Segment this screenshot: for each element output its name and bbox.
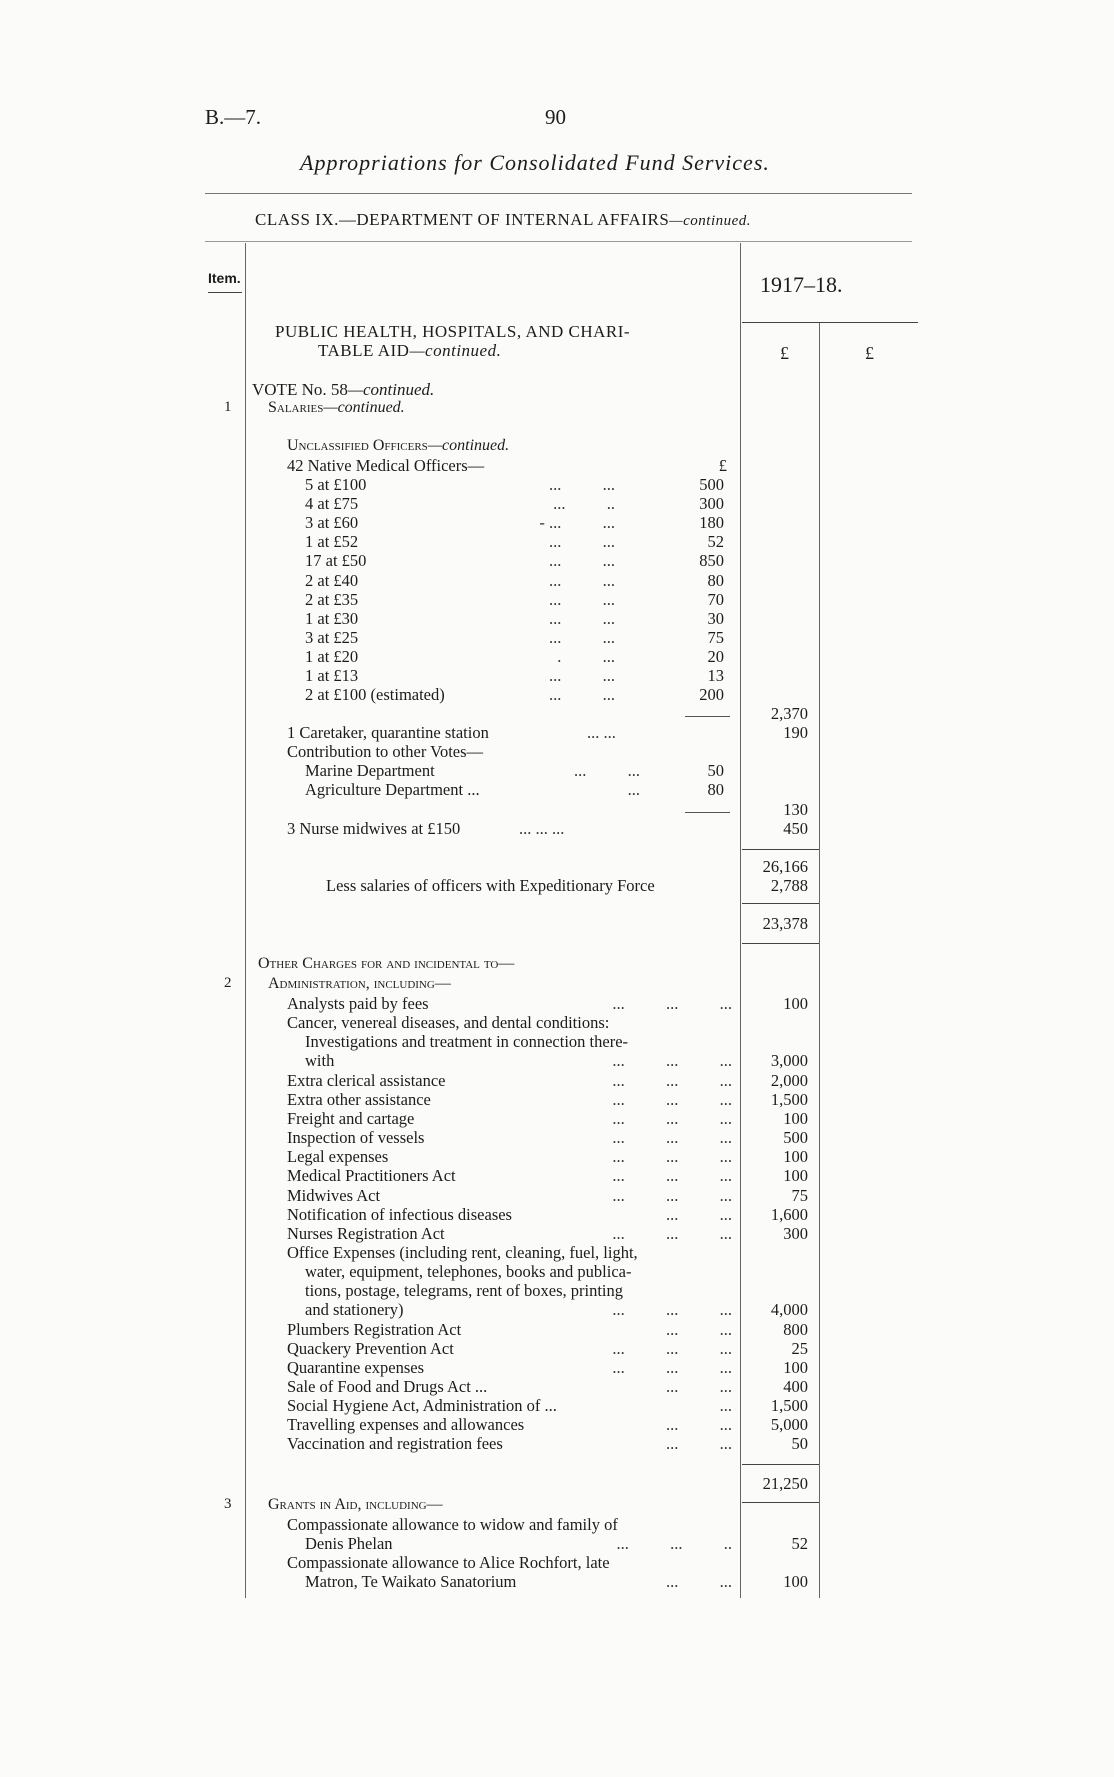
other-charge-row-amount: 50 (791, 1434, 808, 1454)
native-officer-row-amount: 52 (707, 532, 724, 552)
other-charge-row-label: Extra clerical assistance (287, 1070, 446, 1090)
page-title: Appropriations for Consolidated Fund Services. (300, 150, 770, 175)
native-officer-row-amount: 850 (699, 551, 724, 571)
other-charge-row-label: Legal expenses (287, 1147, 389, 1167)
other-charge-row-label: Analysts paid by fees (287, 994, 429, 1013)
item2-total-rule-bottom (742, 1502, 819, 1503)
native-officer-row-label: 5 at £100 (305, 475, 367, 494)
native-officer-row-label: 1 at £30 (305, 608, 359, 628)
other-charge-row (287, 1396, 732, 1415)
other-charge-row-amount: 100 (783, 1357, 808, 1377)
native-officer-row (305, 628, 615, 647)
other-charge-row-dots: ... ... (666, 1434, 732, 1454)
year-rule (742, 322, 918, 323)
other-charge-row (287, 1224, 732, 1243)
other-charge-row-label: Inspection of vessels (287, 1128, 425, 1148)
native-subtotal-rule (685, 716, 730, 717)
grant-row-label: Compassionate allowance to Alice Rochfort, late (287, 1553, 610, 1573)
other-charge-row-label: Plumbers Registration Act (287, 1319, 462, 1339)
other-charge-row-dots: ... ... ... (612, 1128, 732, 1148)
other-charge-row-label: Extra other assistance (287, 1089, 431, 1109)
native-officer-row (305, 647, 615, 666)
caretaker-dots: ... ... (587, 723, 616, 742)
less-salaries-label: Less salaries of officers with Expeditionary Force (326, 876, 655, 895)
administration-heading: Administration, including— (268, 975, 451, 992)
native-officer-row (305, 532, 615, 551)
native-officer-row (305, 494, 615, 513)
other-charge-row (287, 1147, 732, 1166)
unclassified-heading (287, 437, 509, 455)
midwives-label: 3 Nurse midwives at £150 (287, 819, 461, 838)
native-officer-row-label: 1 at £52 (305, 532, 359, 552)
native-officer-row-label: 17 at £50 (305, 551, 367, 571)
other-charge-row (287, 1320, 732, 1339)
other-charge-row (287, 1128, 732, 1147)
class-heading (255, 210, 751, 230)
other-charge-row-amount: 500 (783, 1128, 808, 1148)
native-officers-heading (287, 456, 737, 475)
contribution-label: Contribution to other Votes— (287, 742, 484, 761)
contribution-subtotal-rule (685, 812, 730, 813)
native-officer-row-amount: 20 (707, 646, 724, 666)
other-charge-row-label: Notification of infectious diseases (287, 1204, 512, 1224)
gross-total-rule (742, 849, 819, 850)
grant-row (305, 1534, 732, 1553)
native-officer-row-dots: ... ... (549, 627, 615, 647)
other-charge-row-amount: 2,000 (770, 1070, 808, 1090)
other-charge-row-label: Quackery Prevention Act (287, 1338, 454, 1358)
other-charge-row (287, 1013, 732, 1032)
other-charge-row-amount: 800 (783, 1319, 808, 1339)
table-top-rule (205, 241, 912, 242)
native-officers-pound: £ (718, 456, 727, 475)
col1-left-divider (740, 243, 741, 1598)
net-total-rule-bottom (742, 943, 819, 944)
section-title-cont: —continued. (409, 341, 502, 360)
other-charge-row-dots: ... ... ... (612, 1051, 732, 1071)
native-officer-row-amount: 500 (699, 475, 724, 494)
caretaker-row (287, 723, 730, 742)
other-charge-row-dots: ... ... ... (612, 1338, 732, 1358)
other-charge-row-amount: 100 (783, 994, 808, 1013)
title-rule (205, 193, 912, 194)
native-officer-row-label: 2 at £40 (305, 570, 359, 590)
vote-cont: —continued. (347, 380, 435, 399)
grants-heading: Grants in Aid, including— (268, 1496, 443, 1513)
other-charge-row-amount: 25 (791, 1338, 808, 1358)
other-charge-row-amount: 1,500 (770, 1396, 808, 1416)
other-charge-row (305, 1032, 732, 1051)
native-officer-row-dots: ... ... (549, 685, 615, 705)
contribution-row-amount: 50 (707, 761, 724, 780)
other-charge-row-dots: ... ... ... (612, 1185, 732, 1205)
other-charge-row-amount: 1,600 (770, 1204, 808, 1224)
grant-row (287, 1515, 732, 1534)
midwives-amount: 450 (783, 819, 808, 838)
other-charge-row-dots: ... ... ... (612, 1089, 732, 1109)
less-salaries-amount: 2,788 (770, 876, 808, 895)
other-charge-row-label: Midwives Act (287, 1185, 381, 1205)
other-charge-row-amount: 100 (783, 1147, 808, 1167)
other-charge-row-amount: 1,500 (770, 1089, 808, 1109)
item-column-header: Item. (208, 270, 241, 286)
native-officer-row-dots: ... ... (549, 532, 615, 552)
caretaker-label: 1 Caretaker, quarantine station (287, 723, 489, 742)
midwives-dots: ... ... ... (519, 819, 565, 838)
document-reference: B.—7. (205, 105, 262, 129)
native-officer-row-amount: 75 (707, 627, 724, 647)
grant-row-dots: ... ... .. (616, 1534, 732, 1554)
other-charge-row-amount: 100 (783, 1108, 808, 1128)
native-officer-row-dots: ... ... (549, 608, 615, 628)
contribution-row-label: Agriculture Department ... (305, 780, 480, 800)
class-heading-cont: —continued. (669, 213, 752, 229)
section-title-line1: PUBLIC HEALTH, HOSPITALS, AND CHARI- (275, 322, 631, 341)
native-officer-row-label: 2 at £35 (305, 589, 359, 609)
contribution-row-label: Marine Department (305, 761, 435, 780)
other-charge-row-label: Vaccination and registration fees (287, 1434, 503, 1454)
contribution-row-amount: 80 (707, 780, 724, 800)
other-charge-row-label: tions, postage, telegrams, rent of boxes, printing (305, 1281, 624, 1301)
pound-sign-col2: £ (865, 343, 874, 363)
other-charge-row-label: Medical Practitioners Act (287, 1166, 456, 1186)
other-charge-row-amount: 4,000 (770, 1300, 808, 1320)
other-charge-row (305, 1281, 732, 1300)
other-charge-row (305, 1300, 732, 1319)
native-officer-row-dots: ... ... (549, 570, 615, 590)
other-charge-row-amount: 3,000 (770, 1051, 808, 1071)
native-officer-row-label: 2 at £100 (estimated) (305, 685, 445, 705)
native-officer-row-dots: ... ... (549, 589, 615, 609)
net-total: 23,378 (762, 914, 808, 933)
grant-row-label: Compassionate allowance to widow and family of (287, 1515, 618, 1534)
grant-row-dots: ... ... (666, 1572, 732, 1592)
other-charge-row (287, 1090, 732, 1109)
other-charge-row-dots: ... ... ... (612, 1108, 732, 1128)
grant-row (305, 1572, 732, 1591)
other-charge-row (287, 1434, 732, 1453)
salaries-heading-cont: —continued. (323, 399, 405, 416)
other-charge-row (287, 1166, 732, 1185)
native-officer-row (305, 475, 615, 494)
vote-heading (252, 380, 434, 400)
native-officer-row-label: 3 at £60 (305, 513, 359, 533)
other-charge-row (287, 1339, 732, 1358)
item2-total: 21,250 (762, 1474, 808, 1493)
native-officer-row (305, 513, 615, 532)
item-header-rule (208, 292, 242, 293)
other-charge-row-dots: ... ... ... (612, 1300, 732, 1320)
native-officer-row-amount: 70 (707, 589, 724, 609)
other-charge-row-amount: 5,000 (770, 1415, 808, 1435)
other-charge-row (287, 1415, 732, 1434)
contribution-row-dots: ... (627, 780, 640, 800)
other-charge-row (287, 1109, 732, 1128)
other-charge-row-label: Freight and cartage (287, 1108, 415, 1128)
other-charge-row-label: Cancer, venereal diseases, and dental conditions: (287, 1013, 610, 1033)
other-charge-row-dots: ... ... (666, 1319, 732, 1339)
other-charge-row (287, 1358, 732, 1377)
salaries-heading-text: Salaries (268, 399, 324, 416)
native-officer-row-amount: 80 (707, 570, 724, 590)
native-officer-row-amount: 180 (699, 513, 724, 533)
grant-row-label: Denis Phelan (305, 1534, 393, 1554)
native-officer-row-dots: . ... (557, 646, 615, 666)
native-officer-row-dots: ... ... (549, 666, 615, 685)
native-officer-row-amount: 300 (699, 494, 724, 514)
contribution-total: 130 (783, 800, 808, 819)
other-charge-row-label: Investigations and treatment in connection there- (305, 1032, 629, 1052)
other-charge-row (287, 994, 732, 1013)
grant-row-amount: 52 (791, 1534, 808, 1554)
unclassified-heading-cont: —continued. (427, 437, 510, 454)
native-officer-row-dots: ... .. (553, 494, 615, 514)
other-charge-row-dots: ... ... ... (612, 1223, 732, 1243)
native-officer-row-label: 4 at £75 (305, 494, 359, 514)
pound-sign-col1: £ (780, 343, 789, 363)
other-charge-row-label: with (305, 1051, 335, 1071)
native-officer-row (305, 571, 615, 590)
grant-row-label: Matron, Te Waikato Sanatorium (305, 1572, 517, 1592)
native-total: 2,370 (770, 704, 808, 723)
native-officer-row-label: 1 at £13 (305, 666, 359, 685)
unclassified-heading-text: Unclassified Officers (287, 437, 428, 454)
other-charge-row (287, 1205, 732, 1224)
contribution-heading (287, 742, 730, 761)
contribution-row (305, 780, 640, 799)
item-column-divider (245, 243, 246, 1598)
native-officer-row (305, 685, 615, 704)
other-charges-heading: Other Charges for and incidental to— (258, 955, 515, 972)
other-charge-row (287, 1377, 732, 1396)
net-total-rule-top (742, 903, 819, 904)
item-number-3: 3 (224, 1496, 232, 1512)
native-officer-row-label: 1 at £20 (305, 646, 359, 666)
other-charge-row (305, 1051, 732, 1070)
native-officer-row-amount: 13 (707, 666, 724, 685)
native-officer-row-amount: 30 (707, 608, 724, 628)
other-charge-row-amount: 400 (783, 1377, 808, 1396)
other-charge-row (287, 1243, 732, 1262)
other-charge-row-dots: ... ... ... (612, 1357, 732, 1377)
other-charge-row-amount: 300 (783, 1223, 808, 1243)
other-charge-row (287, 1071, 732, 1090)
other-charge-row-dots: ... ... (666, 1415, 732, 1435)
section-title-text: TABLE AID (318, 341, 410, 360)
section-title-line2 (318, 341, 501, 361)
other-charge-row-dots: ... (719, 1396, 732, 1416)
item2-total-rule (742, 1464, 819, 1465)
other-charge-row-dots: ... ... ... (612, 1166, 732, 1186)
native-officer-row-dots: ... ... (549, 475, 615, 494)
native-officer-row (305, 590, 615, 609)
other-charge-row (305, 1262, 732, 1281)
other-charge-row-amount: 100 (783, 1166, 808, 1186)
native-officer-row (305, 551, 615, 570)
grant-row-amount: 100 (783, 1572, 808, 1592)
year-heading: 1917–18. (760, 272, 843, 297)
class-heading-text: CLASS IX.—DEPARTMENT OF INTERNAL AFFAIRS (255, 210, 670, 229)
native-officer-row-dots: ... ... (549, 551, 615, 571)
other-charge-row-amount: 75 (791, 1185, 808, 1205)
other-charge-row-label: Nurses Registration Act (287, 1223, 445, 1243)
native-officer-row-dots: - ... ... (539, 513, 615, 533)
caretaker-amount: 190 (783, 723, 808, 742)
other-charge-row-label: Social Hygiene Act, Administration of ... (287, 1396, 557, 1416)
native-officer-row-label: 3 at £25 (305, 627, 359, 647)
other-charge-row-label: water, equipment, telephones, books and publica- (305, 1262, 632, 1282)
other-charge-row-label: Travelling expenses and allowances (287, 1415, 525, 1435)
other-charge-row-dots: ... ... ... (612, 1070, 732, 1090)
contribution-row-dots: ... ... (574, 761, 640, 780)
midwives-row (287, 819, 730, 838)
other-charge-row-label: and stationery) (305, 1300, 404, 1320)
contribution-row (305, 761, 640, 780)
native-officer-row-amount: 200 (699, 685, 724, 705)
other-charge-row-label: Quarantine expenses (287, 1357, 424, 1377)
other-charge-row-dots: ... ... ... (612, 994, 732, 1013)
page-number: 90 (545, 105, 566, 129)
salaries-heading (268, 399, 405, 417)
item-number-1: 1 (224, 399, 232, 415)
item-number-2: 2 (224, 975, 232, 991)
gross-total: 26,166 (762, 857, 808, 876)
other-charge-row-label: Office Expenses (including rent, cleaning, fuel, light, (287, 1242, 638, 1262)
other-charge-row-dots: ... ... ... (612, 1147, 732, 1167)
native-officer-row (305, 666, 615, 685)
other-charge-row-dots: ... ... (666, 1377, 732, 1396)
native-officer-row (305, 609, 615, 628)
other-charge-row-dots: ... ... (666, 1204, 732, 1224)
col1-right-divider (819, 323, 820, 1598)
native-officers-label: 42 Native Medical Officers— (287, 456, 485, 475)
vote-label: VOTE No. 58 (252, 380, 348, 399)
other-charge-row-label: Sale of Food and Drugs Act ... (287, 1377, 488, 1396)
grant-row (287, 1553, 732, 1572)
other-charge-row (287, 1186, 732, 1205)
